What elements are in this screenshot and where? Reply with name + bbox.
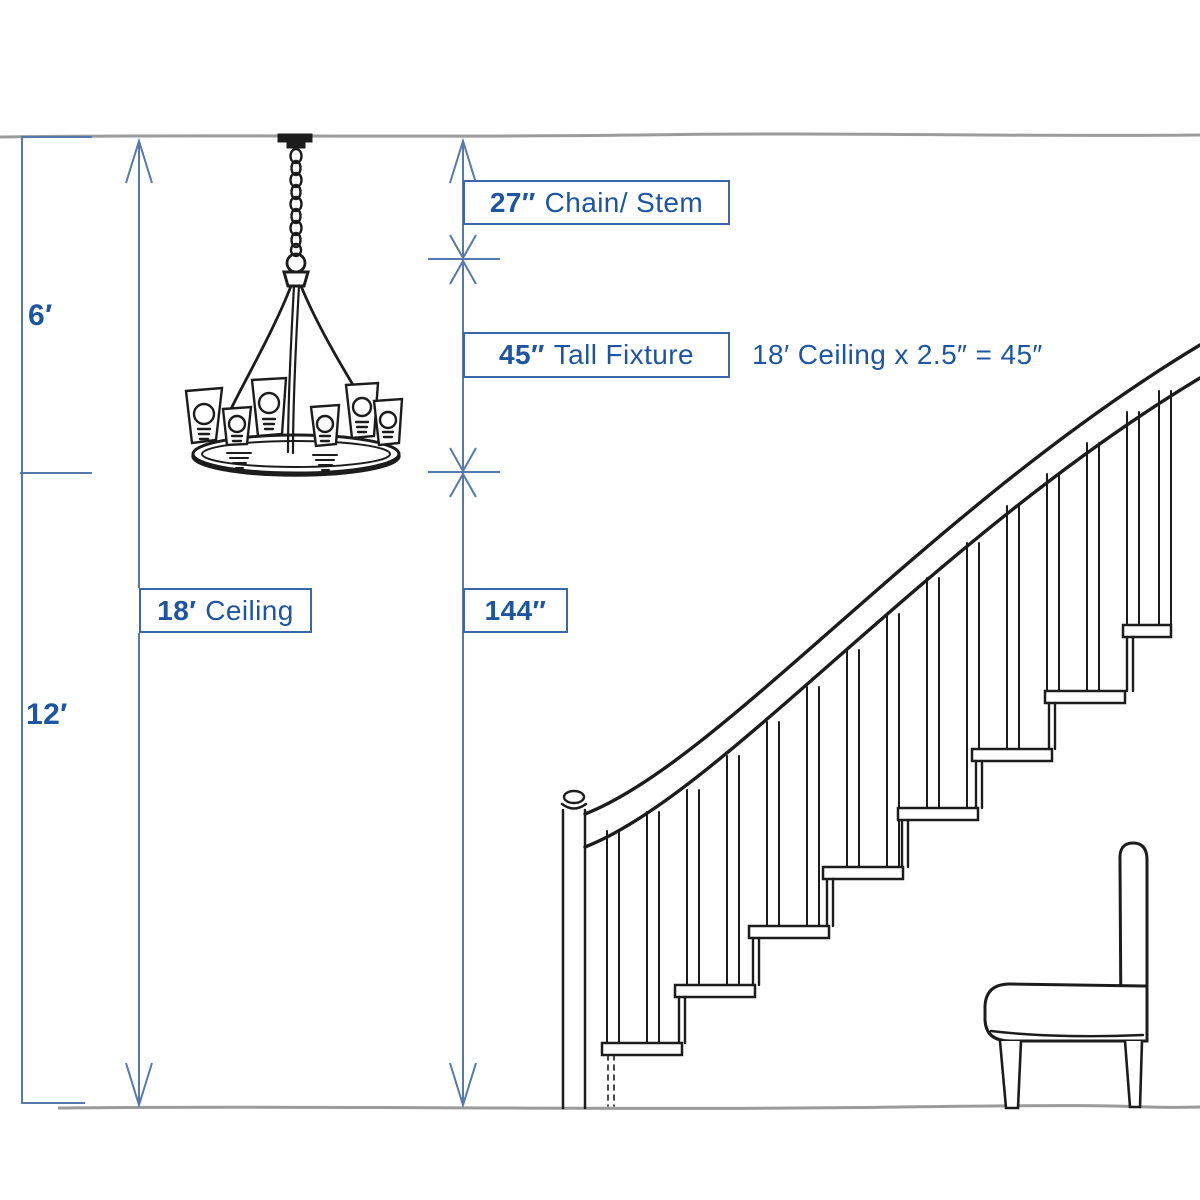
twelve-foot-label: 12′: [26, 698, 68, 731]
lamp-shade: [252, 378, 286, 436]
tread: [749, 926, 829, 938]
lamp-shade: [311, 405, 339, 446]
balusters: [607, 391, 1171, 1043]
tread: [898, 808, 978, 820]
chain-measure-box: [463, 180, 730, 225]
fixture-measure-box: [463, 332, 730, 378]
chain-measure-value: 27″: [489, 186, 536, 218]
lamp-shade: [223, 407, 251, 445]
tread: [602, 1043, 682, 1055]
chair-front-leg: [1000, 1041, 1021, 1108]
chandelier-sketch: [186, 134, 402, 475]
ceiling-height-label: Ceiling: [205, 594, 294, 626]
ceiling-height-value: 18′: [157, 594, 197, 626]
formula-text: 18′ Ceiling x 2.5″ = 45″: [752, 338, 1043, 370]
newel-post: [562, 791, 586, 1108]
canopy: [278, 134, 312, 148]
handrail: [585, 345, 1200, 847]
chain-measure-label: Chain/ Stem: [544, 186, 704, 218]
chair-rear-leg: [1125, 1041, 1142, 1107]
fixture-measure-value: 45″: [499, 339, 545, 370]
tread: [675, 985, 755, 997]
ring: [193, 435, 399, 473]
chair-sketch: [985, 843, 1147, 1108]
lamp-shade: [346, 383, 378, 438]
six-foot-label: 6′: [28, 299, 53, 332]
tread: [972, 749, 1052, 761]
ceiling-height-box: [139, 588, 312, 633]
chain: [291, 149, 302, 256]
total-drop-value: 144″: [484, 594, 547, 626]
collar: [284, 272, 308, 286]
tread: [1045, 691, 1125, 703]
lamp-shade: [186, 388, 222, 443]
fixture-measure-label: Tall Fixture: [553, 339, 694, 370]
total-drop-box: [463, 588, 568, 633]
lamp-shade: [374, 399, 402, 445]
arms: [231, 286, 362, 453]
tread: [1123, 625, 1171, 637]
ceiling-line: [0, 134, 1200, 137]
tread: [823, 867, 903, 879]
floor-line: [58, 1106, 1200, 1109]
left-extent-bracket: [20, 137, 92, 1103]
